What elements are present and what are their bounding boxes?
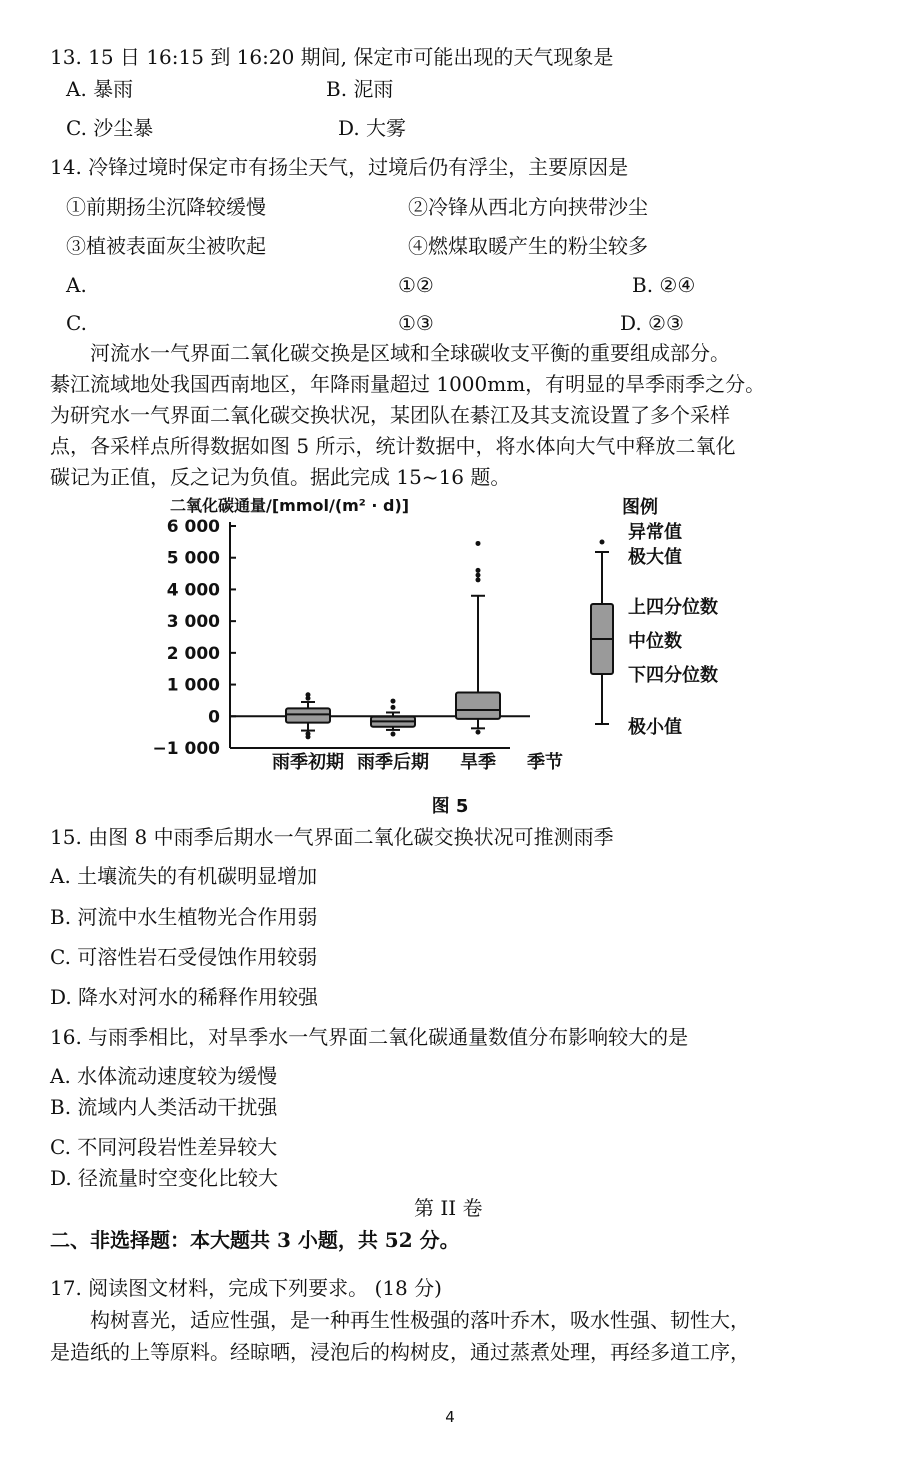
q14-stem: 14. 冷锋过境时保定市有扬尘天气，过境后仍有浮尘，主要原因是 [50, 155, 629, 179]
box [456, 693, 500, 719]
y-tick-label: 3 000 [166, 612, 220, 633]
y-tick-label: 6 000 [166, 517, 220, 537]
outlier-point [306, 692, 311, 697]
legend-title: 图例 [622, 497, 658, 518]
outlier-point [306, 734, 311, 739]
section-heading: 二、非选择题：本大题共 3 小题，共 52 分。 [50, 1228, 460, 1252]
q14-option-a-label: A. [66, 273, 87, 297]
q14-option-a-value: ①② [398, 273, 434, 297]
passage-line-3: 为研究水一气界面二氧化碳交换状况，某团队在綦江及其支流设置了多个采样 [50, 403, 730, 427]
outlier-point [476, 730, 481, 735]
x-tick-label: 雨季初期 [272, 752, 344, 773]
outlier-point [391, 732, 396, 737]
legend-label: 上四分位数 [628, 597, 718, 618]
y-tick-label: 2 000 [166, 643, 220, 664]
outlier-point [476, 541, 481, 546]
passage-line-4: 点，各采样点所得数据如图 5 所示，统计数据中，将水体向大气中释放二氧化 [50, 434, 736, 458]
q13-option-d: D. 大雾 [338, 116, 407, 140]
y-axis-title: 二氧化碳通量/[mmol/(m² · d)] [170, 496, 410, 515]
q14-item-3: ③植被表面灰尘被吹起 [66, 234, 266, 258]
q17-material-line-2: 是造纸的上等原料。经晾晒，浸泡后的构树皮，通过蒸煮处理，再经多道工序， [50, 1340, 750, 1364]
box [286, 708, 330, 722]
section-title: 第 II 卷 [414, 1196, 483, 1220]
q16-stem: 16. 与雨季相比，对旱季水一气界面二氧化碳通量数值分布影响较大的是 [50, 1025, 689, 1049]
x-axis-title: 季节 [527, 752, 563, 773]
q16-option-a: A. 水体流动速度较为缓慢 [50, 1064, 278, 1088]
legend-label: 极大值 [628, 547, 682, 568]
legend-label: 中位数 [628, 631, 682, 652]
q13-option-a: A. 暴雨 [66, 77, 134, 101]
outlier-point [476, 568, 481, 573]
y-tick-label: 0 [208, 707, 220, 728]
q16-option-b: B. 流域内人类活动干扰强 [50, 1095, 278, 1119]
outlier-point [391, 699, 396, 704]
x-tick-label: 雨季后期 [357, 752, 429, 773]
x-tick-label: 旱季 [460, 752, 496, 773]
q15-option-d: D. 降水对河水的稀释作用较强 [50, 985, 319, 1009]
q13-option-b: B. 泥雨 [326, 77, 394, 101]
outlier-point [476, 577, 481, 582]
q15-option-a: A. 土壤流失的有机碳明显增加 [50, 864, 318, 888]
box-plot-chart [0, 490, 900, 790]
passage-line-1: 河流水一气界面二氧化碳交换是区域和全球碳收支平衡的重要组成部分。 [90, 341, 730, 365]
q13-option-c: C. 沙尘暴 [66, 116, 154, 140]
legend-label: 下四分位数 [628, 665, 718, 686]
q13-stem: 13. 15 日 16:15 到 16:20 期间, 保定市可能出现的天气现象是 [50, 45, 614, 69]
q14-option-b: B. ②④ [632, 273, 696, 297]
page-number: 4 [445, 1408, 455, 1426]
q17-material-line-1: 构树喜光，适应性强，是一种再生性极强的落叶乔木，吸水性强、韧性大， [90, 1308, 750, 1332]
legend-outlier-symbol [600, 540, 605, 545]
y-tick-label: 4 000 [166, 580, 220, 601]
q14-item-4: ④燃煤取暖产生的粉尘较多 [408, 234, 648, 258]
q15-option-b: B. 河流中水生植物光合作用弱 [50, 905, 318, 929]
outlier-point [391, 705, 396, 710]
outlier-point [476, 573, 481, 578]
q15-option-c: C. 可溶性岩石受侵蚀作用较弱 [50, 945, 318, 969]
figure-caption: 图 5 [431, 796, 469, 817]
q15-stem: 15. 由图 8 中雨季后期水一气界面二氧化碳交换状况可推测雨季 [50, 825, 614, 849]
q17-stem: 17. 阅读图文材料，完成下列要求。 (18 分) [50, 1276, 442, 1300]
passage-line-5: 碳记为正值，反之记为负值。据此完成 15~16 题。 [50, 465, 511, 489]
legend-label: 异常值 [628, 522, 682, 543]
q14-option-c-value: ①③ [398, 311, 434, 335]
legend-label: 极小值 [628, 717, 682, 738]
q14-item-2: ②冷锋从西北方向挟带沙尘 [408, 195, 648, 219]
q14-option-d: D. ②③ [620, 311, 684, 335]
q16-option-c: C. 不同河段岩性差异较大 [50, 1135, 278, 1159]
q16-option-d: D. 径流量时空变化比较大 [50, 1166, 279, 1190]
y-tick-label: 5 000 [166, 548, 220, 569]
y-tick-label: −1 000 [152, 739, 220, 759]
passage-line-2: 綦江流域地处我国西南地区，年降雨量超过 1000mm，有明显的旱季雨季之分。 [50, 372, 766, 396]
y-tick-label: 1 000 [166, 675, 220, 696]
q14-option-c-label: C. [66, 311, 87, 335]
q14-item-1: ①前期扬尘沉降较缓慢 [66, 195, 266, 219]
